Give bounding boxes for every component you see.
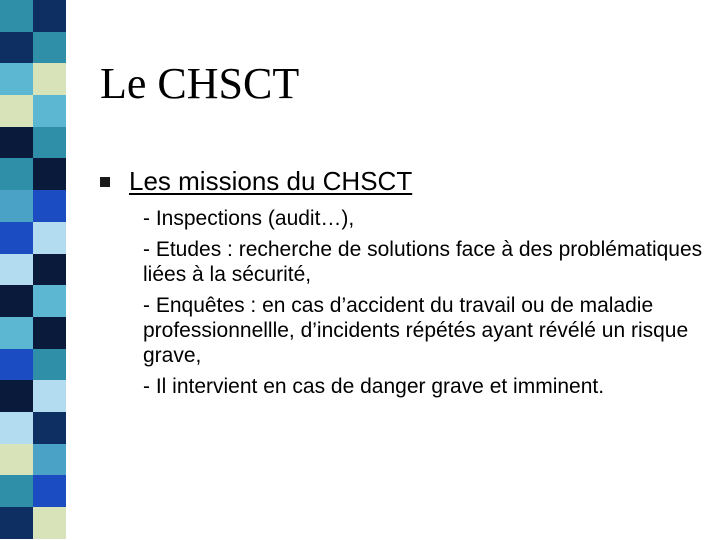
- stripe-cell: [0, 380, 33, 412]
- stripe-row: [0, 380, 66, 412]
- stripe-cell: [33, 32, 66, 64]
- stripe-cell: [33, 0, 66, 32]
- square-bullet-icon: [100, 177, 110, 187]
- stripe-row: [0, 475, 66, 507]
- stripe-row: [0, 222, 66, 254]
- slide-title: Le CHSCT: [100, 59, 300, 108]
- stripe-cell: [33, 285, 66, 317]
- stripe-cell: [0, 0, 33, 32]
- stripe-cell: [33, 475, 66, 507]
- stripe-cell: [33, 158, 66, 190]
- sub-item-etudes: - Etudes : recherche de solutions face à des problématiques liées à la sécurité,: [143, 238, 703, 286]
- stripe-row: [0, 285, 66, 317]
- stripe-cell: [33, 349, 66, 381]
- stripe-row: [0, 507, 66, 539]
- stripe-row: [0, 317, 66, 349]
- stripe-row: [0, 190, 66, 222]
- stripe-cell: [0, 507, 33, 539]
- stripe-row: [0, 32, 66, 64]
- stripe-cell: [0, 158, 33, 190]
- stripe-row: [0, 412, 66, 444]
- sub-item-danger: - Il intervient en cas de danger grave et imminent.: [143, 375, 605, 398]
- stripe-cell: [0, 317, 33, 349]
- stripe-cell: [0, 412, 33, 444]
- stripe-row: [0, 63, 66, 95]
- stripe-cell: [33, 444, 66, 476]
- stripe-cell: [33, 254, 66, 286]
- stripe-row: [0, 444, 66, 476]
- stripe-row: [0, 127, 66, 159]
- stripe-row: [0, 254, 66, 286]
- stripe-cell: [0, 190, 33, 222]
- stripe-cell: [0, 63, 33, 95]
- stripe-row: [0, 349, 66, 381]
- decorative-stripe-sidebar: [0, 0, 66, 540]
- stripe-cell: [33, 63, 66, 95]
- stripe-cell: [33, 317, 66, 349]
- stripe-cell: [0, 32, 33, 64]
- sub-item-list: [143, 206, 703, 405]
- stripe-cell: [0, 285, 33, 317]
- stripe-cell: [33, 127, 66, 159]
- stripe-row: [0, 158, 66, 190]
- stripe-cell: [33, 95, 66, 127]
- stripe-cell: [0, 475, 33, 507]
- stripe-cell: [33, 380, 66, 412]
- stripe-cell: [33, 190, 66, 222]
- stripe-cell: [0, 222, 33, 254]
- stripe-cell: [0, 95, 33, 127]
- stripe-cell: [33, 412, 66, 444]
- sub-item-enquetes: - Enquêtes : en cas d’accident du travail ou de maladie professionnellle, d’incidents répétés ayant révélé un risque grave,: [143, 294, 689, 367]
- bullet-heading: Les missions du CHSCT: [129, 166, 413, 196]
- stripe-cell: [0, 444, 33, 476]
- stripe-row: [0, 95, 66, 127]
- stripe-cell: [0, 349, 33, 381]
- stripe-cell: [0, 127, 33, 159]
- sub-item-inspections: - Inspections (audit…),: [143, 207, 355, 230]
- stripe-cell: [0, 254, 33, 286]
- stripe-cell: [33, 507, 66, 539]
- bullet-point: [100, 166, 412, 197]
- stripe-row: [0, 0, 66, 32]
- stripe-cell: [33, 222, 66, 254]
